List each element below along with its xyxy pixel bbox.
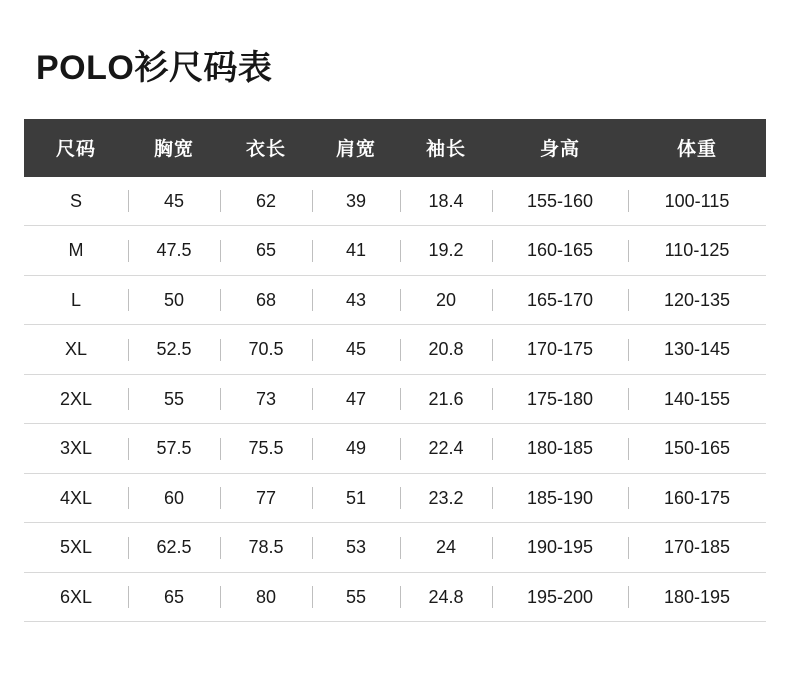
table-row	[24, 572, 766, 622]
cell-length: 80	[220, 572, 312, 622]
cell-shoulder: 43	[312, 275, 400, 325]
cell-sleeve: 22.4	[400, 424, 492, 474]
cell-shoulder: 49	[312, 424, 400, 474]
size-table	[24, 119, 766, 623]
cell-shoulder: 53	[312, 523, 400, 573]
cell-chest: 55	[128, 374, 220, 424]
cell-weight: 170-185	[628, 523, 766, 573]
table-row	[24, 325, 766, 375]
cell-length: 73	[220, 374, 312, 424]
cell-size: XL	[24, 325, 128, 375]
cell-chest: 65	[128, 572, 220, 622]
table-row	[24, 424, 766, 474]
cell-weight: 120-135	[628, 275, 766, 325]
column-header-size: 尺码	[24, 119, 128, 177]
cell-sleeve: 24.8	[400, 572, 492, 622]
cell-height: 165-170	[492, 275, 628, 325]
column-header-length: 衣长	[220, 119, 312, 177]
cell-weight: 150-165	[628, 424, 766, 474]
table-row	[24, 275, 766, 325]
cell-length: 65	[220, 226, 312, 276]
column-header-sleeve: 袖长	[400, 119, 492, 177]
cell-sleeve: 20.8	[400, 325, 492, 375]
cell-height: 175-180	[492, 374, 628, 424]
cell-size: 4XL	[24, 473, 128, 523]
cell-size: M	[24, 226, 128, 276]
size-table-container	[24, 119, 766, 623]
cell-size: 6XL	[24, 572, 128, 622]
cell-chest: 47.5	[128, 226, 220, 276]
table-header	[24, 119, 766, 177]
cell-shoulder: 41	[312, 226, 400, 276]
cell-shoulder: 39	[312, 177, 400, 226]
cell-height: 180-185	[492, 424, 628, 474]
cell-sleeve: 18.4	[400, 177, 492, 226]
cell-chest: 62.5	[128, 523, 220, 573]
cell-size: 2XL	[24, 374, 128, 424]
table-body	[24, 177, 766, 622]
cell-shoulder: 45	[312, 325, 400, 375]
table-header-row	[24, 119, 766, 177]
column-header-weight: 体重	[628, 119, 766, 177]
cell-height: 155-160	[492, 177, 628, 226]
cell-chest: 52.5	[128, 325, 220, 375]
cell-sleeve: 21.6	[400, 374, 492, 424]
cell-size: S	[24, 177, 128, 226]
cell-height: 160-165	[492, 226, 628, 276]
cell-sleeve: 20	[400, 275, 492, 325]
cell-size: L	[24, 275, 128, 325]
cell-shoulder: 51	[312, 473, 400, 523]
cell-shoulder: 55	[312, 572, 400, 622]
cell-weight: 110-125	[628, 226, 766, 276]
cell-size: 3XL	[24, 424, 128, 474]
cell-height: 185-190	[492, 473, 628, 523]
table-row	[24, 374, 766, 424]
cell-chest: 60	[128, 473, 220, 523]
cell-height: 190-195	[492, 523, 628, 573]
cell-sleeve: 23.2	[400, 473, 492, 523]
cell-length: 62	[220, 177, 312, 226]
cell-length: 70.5	[220, 325, 312, 375]
cell-height: 195-200	[492, 572, 628, 622]
column-header-shoulder: 肩宽	[312, 119, 400, 177]
cell-height: 170-175	[492, 325, 628, 375]
cell-length: 68	[220, 275, 312, 325]
table-row	[24, 177, 766, 226]
cell-size: 5XL	[24, 523, 128, 573]
cell-weight: 160-175	[628, 473, 766, 523]
cell-weight: 140-155	[628, 374, 766, 424]
table-row	[24, 473, 766, 523]
table-row	[24, 226, 766, 276]
cell-length: 78.5	[220, 523, 312, 573]
cell-length: 75.5	[220, 424, 312, 474]
column-header-height: 身高	[492, 119, 628, 177]
cell-chest: 57.5	[128, 424, 220, 474]
cell-weight: 180-195	[628, 572, 766, 622]
cell-weight: 130-145	[628, 325, 766, 375]
table-row	[24, 523, 766, 573]
cell-length: 77	[220, 473, 312, 523]
cell-chest: 50	[128, 275, 220, 325]
cell-weight: 100-115	[628, 177, 766, 226]
page-title: POLO衫尺码表	[36, 49, 273, 87]
cell-shoulder: 47	[312, 374, 400, 424]
cell-sleeve: 24	[400, 523, 492, 573]
cell-chest: 45	[128, 177, 220, 226]
cell-sleeve: 19.2	[400, 226, 492, 276]
column-header-chest: 胸宽	[128, 119, 220, 177]
